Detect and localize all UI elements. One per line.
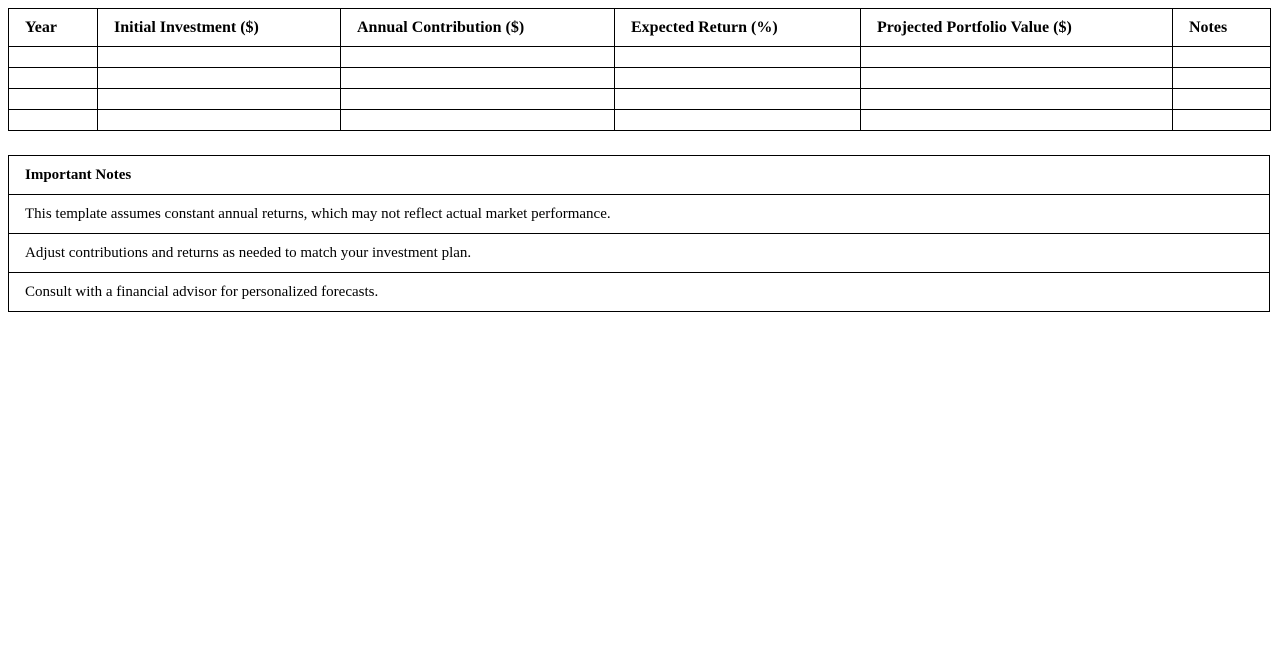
- table-cell[interactable]: [341, 47, 615, 68]
- table-cell[interactable]: [9, 68, 98, 89]
- table-cell[interactable]: [861, 68, 1173, 89]
- table-cell[interactable]: [9, 89, 98, 110]
- table-cell[interactable]: [98, 110, 341, 131]
- table-cell[interactable]: [341, 110, 615, 131]
- table-cell[interactable]: [615, 68, 861, 89]
- table-cell[interactable]: [1173, 47, 1271, 68]
- table-cell[interactable]: [615, 47, 861, 68]
- table-cell[interactable]: [1173, 89, 1271, 110]
- table-cell[interactable]: [98, 68, 341, 89]
- header-projected-value: Projected Portfolio Value ($): [861, 9, 1173, 47]
- table-cell[interactable]: [861, 110, 1173, 131]
- header-initial-investment: Initial Investment ($): [98, 9, 341, 47]
- table-cell[interactable]: [1173, 110, 1271, 131]
- header-year: Year: [9, 9, 98, 47]
- notes-item: This template assumes constant annual returns, which may not reflect actual market performance.: [9, 194, 1269, 233]
- header-annual-contribution: Annual Contribution ($): [341, 9, 615, 47]
- notes-item: Consult with a financial advisor for personalized forecasts.: [9, 272, 1269, 311]
- table-row: [9, 47, 1271, 68]
- table-cell[interactable]: [615, 89, 861, 110]
- table-cell[interactable]: [615, 110, 861, 131]
- header-expected-return: Expected Return (%): [615, 9, 861, 47]
- notes-title: Important Notes: [25, 167, 132, 183]
- notes-item: Adjust contributions and returns as needed to match your investment plan.: [9, 233, 1269, 272]
- table-row: [9, 68, 1271, 89]
- table-cell[interactable]: [341, 89, 615, 110]
- page: [0, 0, 1278, 312]
- table-row: [9, 89, 1271, 110]
- projection-table: [8, 8, 1271, 131]
- table-cell[interactable]: [98, 47, 341, 68]
- table-header-row: [9, 9, 1271, 47]
- table-row: [9, 110, 1271, 131]
- table-cell[interactable]: [341, 68, 615, 89]
- table-cell[interactable]: [98, 89, 341, 110]
- table-cell[interactable]: [1173, 68, 1271, 89]
- table-cell[interactable]: [9, 47, 98, 68]
- important-notes-box: [8, 155, 1270, 312]
- table-cell[interactable]: [861, 89, 1173, 110]
- table-cell[interactable]: [861, 47, 1173, 68]
- header-notes: Notes: [1173, 9, 1271, 47]
- table-cell[interactable]: [9, 110, 98, 131]
